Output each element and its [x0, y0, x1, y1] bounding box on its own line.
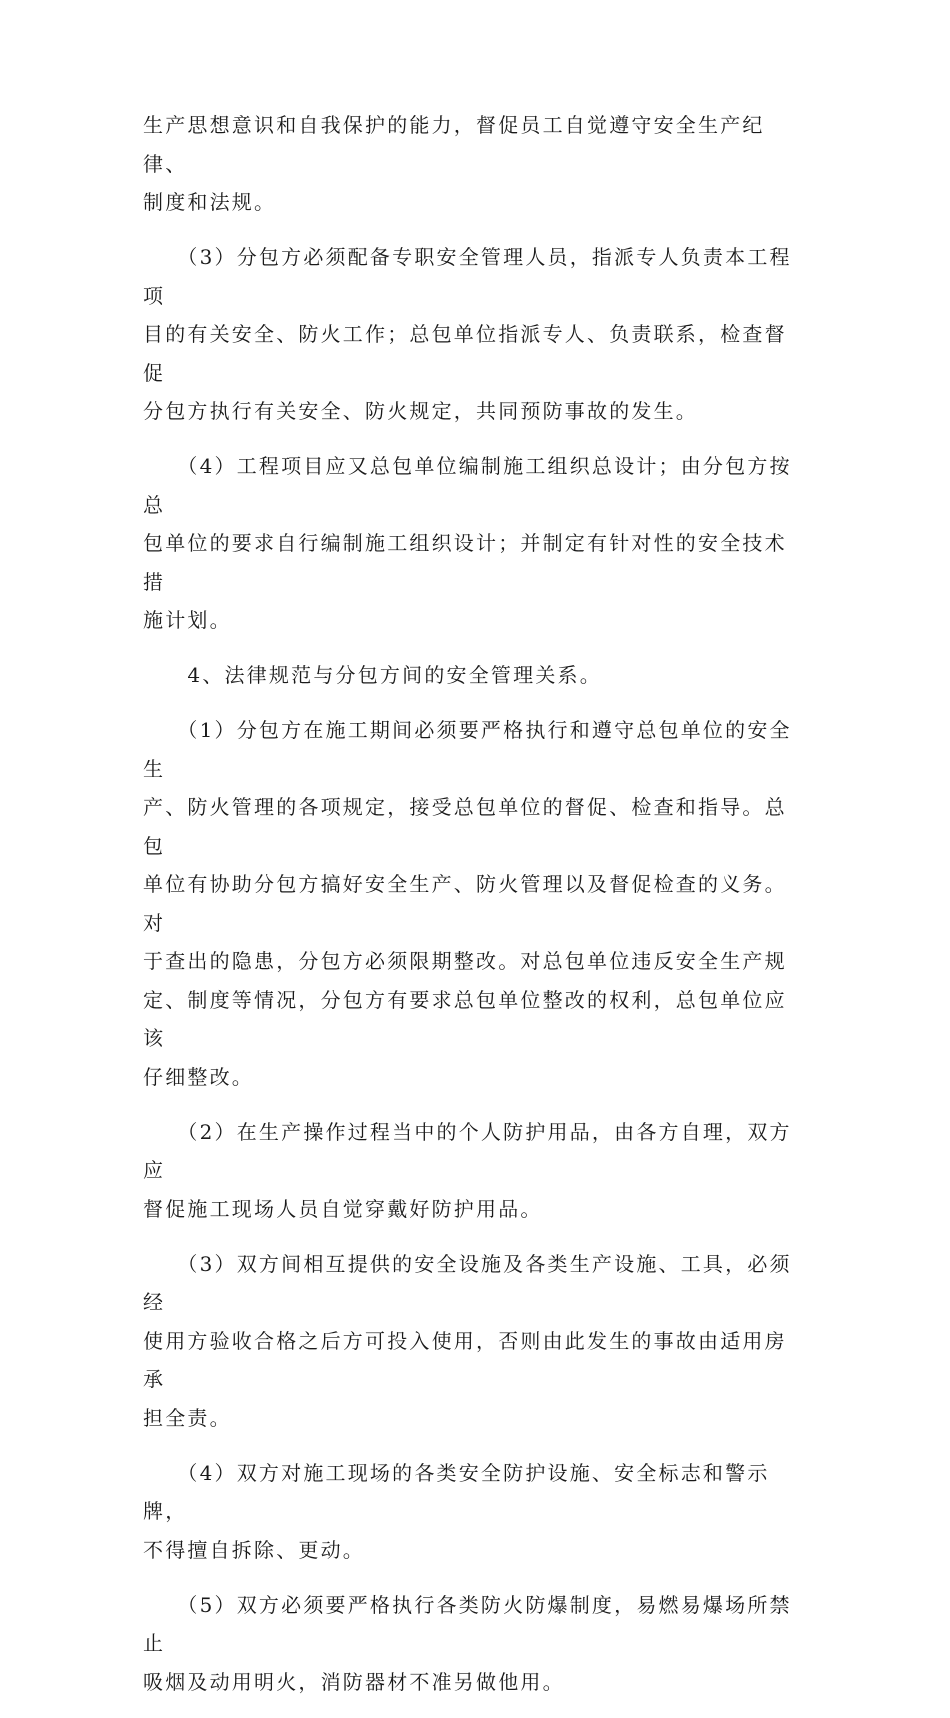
paragraph-item-3-facilities: （3）双方间相互提供的安全设施及各类生产设施、工具，必须经 使用方验收合格之后方可投入使用，否则由此发生的事故由适用房承 担全责。	[143, 1251, 792, 1430]
paragraph-item-5-fire-prevention: （5）双方必须要严格执行各类防火防爆制度，易燃易爆场所禁止 吸烟及动用明火，消防器材不准另做他用。	[143, 1592, 792, 1694]
section-heading-4: 4、法律规范与分包方间的安全管理关系。	[143, 663, 602, 687]
paragraph-item-4-construction-design: （4）工程项目应又总包单位编制施工组织总设计；由分包方按总 包单位的要求自行编制施工组织设计；并制定有针对性的安全技术措 施计划。	[143, 454, 792, 632]
paragraph-item-1-regulations: （1）分包方在施工期间必须要严格执行和遵守总包单位的安全生 产、防火管理的各项规定，接受总包单位的督促、检查和指导。总包 单位有协助分包方搞好安全生产、防火管理以及督促检查的义务。对 于查出的隐患，分包方必须限期整改。对总包单位违反安全生产规 定、制度等情况，分包方有要求总包单位整改的权利，总包单位应该 仔细整改。	[143, 718, 792, 1089]
paragraph-item-2-protective-gear: （2）在生产操作过程当中的个人防护用品，由各方自理，双方应 督促施工现场人员自觉穿戴好防护用品。	[143, 1119, 792, 1221]
document-page	[143, 106, 808, 1718]
paragraph-item-3-subcontractor-staff: （3）分包方必须配备专职安全管理人员，指派专人负责本工程项 目的有关安全、防火工作；总包单位指派专人、负责联系，检查督促 分包方执行有关安全、防火规定，共同预防事故的发生。	[143, 245, 792, 423]
paragraph-continuation: 生产思想意识和自我保护的能力，督促员工自觉遵守安全生产纪律、 制度和法规。	[143, 113, 765, 214]
paragraph-item-4-safety-signs: （4）双方对施工现场的各类安全防护设施、安全标志和警示牌， 不得擅自拆除、更动。	[143, 1460, 770, 1562]
